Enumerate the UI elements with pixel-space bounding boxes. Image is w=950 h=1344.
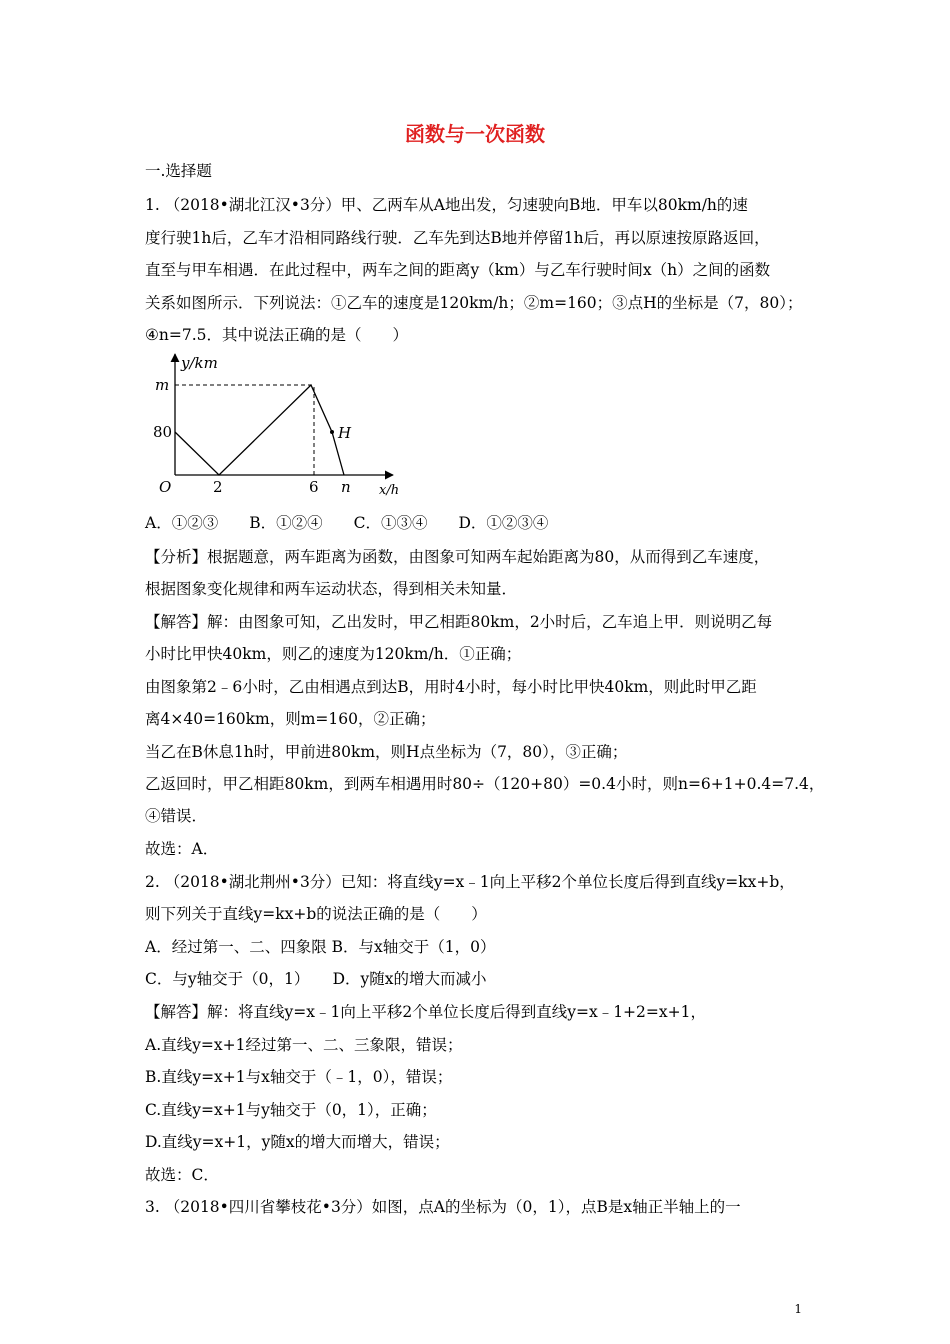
q1-function-graph [145,352,405,500]
q2-line-4: C．与y轴交于（0，1） D．y随x的增大而减小 [145,970,487,988]
point-h [330,430,334,434]
q2-line-10: 故选：C． [145,1166,219,1184]
label-h: H [338,424,352,442]
label-n: n [341,478,351,496]
q1-solution-line-1: 【解答】解：由图象可知，乙出发时，甲乙相距80km，2小时后，乙车追上甲．则说明乙每 [145,613,773,631]
q2-line-3: A．经过第一、二、四象限 B．与x轴交于（1，0） [145,938,496,956]
label-x6: 6 [309,478,319,496]
q1-solution-line-2: 小时比甲快40km，则乙的速度为120km/h．①正确； [145,645,522,663]
q2-line-1: 2. （2018•湖北荆州•3分）已知：将直线y=x﹣1向上平移2个单位长度后得到直线y=kx+b， [145,873,795,891]
label-m: m [155,376,170,394]
q2-line-8: C.直线y=x+1与y轴交于（0，1），正确； [145,1101,437,1119]
q1-line-5: ④n=7.5．其中说法正确的是（ ） [145,326,409,344]
q3-line-1: 3. （2018•四川省攀枝花•3分）如图，点A的坐标为（0，1），点B是x轴正半轴上的一 [145,1198,741,1216]
q1-line-4: 关系如图所示．下列说法：①乙车的速度是120km/h；②m=160；③点H的坐标是（7，80）； [145,294,803,312]
q1-solution-line-4: 离4×40=160km，则m=160，②正确； [145,710,436,728]
q2-line-6: A.直线y=x+1经过第一、二、三象限，错误； [145,1036,463,1054]
q1-analysis-line-1: 【分析】根据题意，两车距离为函数，由图象可知两车起始距离为80，从而得到乙车速度， [145,548,770,566]
q1-line-1: 1. （2018•湖北江汉•3分）甲、乙两车从A地出发，匀速驶向B地．甲车以80km/h的速 [145,196,748,214]
q2-line-9: D.直线y=x+1，y随x的增大而增大，错误； [145,1133,450,1151]
q1-solution-line-3: 由图象第2﹣6小时，乙由相遇点到达B，用时4小时，每小时比甲快40km，则此时甲乙距 [145,678,757,696]
q1-line-3: 直至与甲车相遇．在此过程中，两车之间的距离y（km）与乙车行驶时间x（h）之间的函数 [145,261,771,279]
q2-line-2: 则下列关于直线y=kx+b的说法正确的是（ ） [145,905,487,923]
q1-solution-line-5: 当乙在B休息1h时，甲前进80km，则H点坐标为（7，80），③正确； [145,743,628,761]
q1-solution-line-6: 乙返回时，甲乙相距80km，到两车相遇用时80÷（120+80）=0.4小时，则n=6+1+0.4=7.4， [145,775,825,793]
label-80: 80 [153,423,173,441]
y-axis-label: y/km [181,354,218,372]
label-x2: 2 [213,478,223,496]
section-heading: 一.选择题 [145,162,212,180]
origin-label: O [159,478,172,496]
q1-solution-line-7: ④错误． [145,807,208,825]
q2-line-7: B.直线y=x+1与x轴交于（﹣1，0），错误； [145,1068,453,1086]
q1-line-2: 度行驶1h后，乙车才沿相同路线行驶．乙车先到达B地并停留1h后，再以原速按原路返回， [145,229,770,247]
q2-line-5: 【解答】解：将直线y=x﹣1向上平移2个单位长度后得到直线y=x﹣1+2=x+1， [145,1003,706,1021]
x-axis-label: x/h [379,483,400,498]
page-number: 1 [794,1302,802,1316]
document-title: 函数与一次函数 [405,122,545,146]
q1-analysis-line-2: 根据图象变化规律和两车运动状态，得到相关未知量． [145,580,518,598]
q1-options: A．①②③ B．①②④ C．①③④ D．①②③④ [145,514,549,532]
q1-solution-line-8: 故选：A． [145,840,219,858]
distance-function-line [175,385,344,475]
